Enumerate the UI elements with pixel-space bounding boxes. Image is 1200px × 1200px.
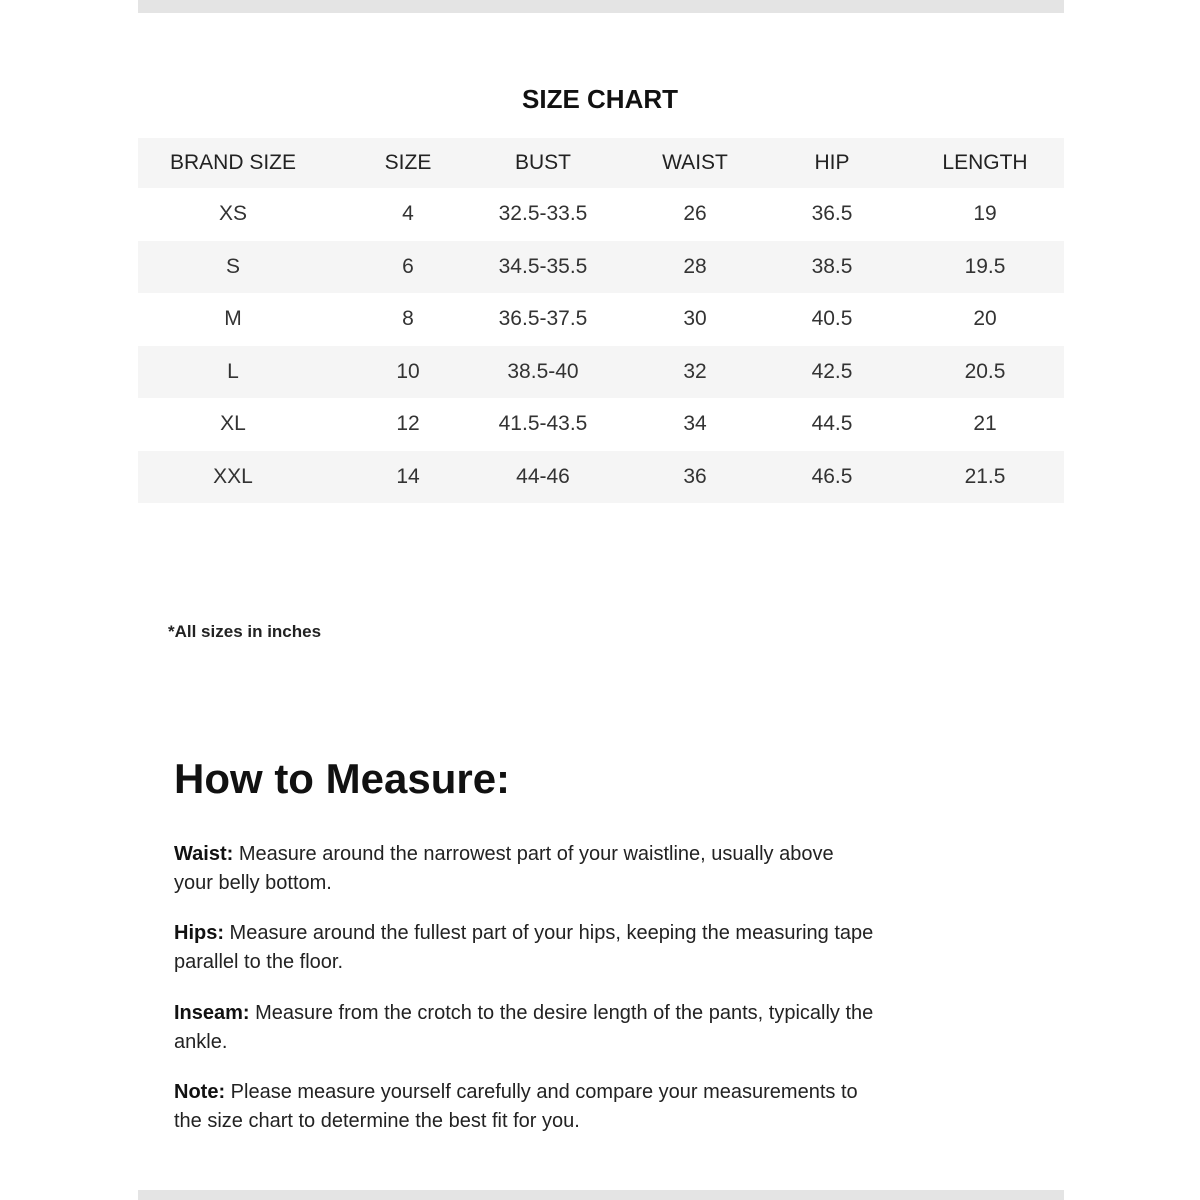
table-cell: XXL <box>213 464 253 488</box>
table-cell: 34.5-35.5 <box>498 254 588 278</box>
instruction-label: Inseam: <box>174 1002 250 1024</box>
instruction-text: Measure from the crotch to the desire length of the pants, typically the ankle. <box>174 1002 874 1053</box>
instruction-text: Please measure yourself carefully and compare your measurements to the size chart to determine the best fit for you. <box>174 1081 858 1132</box>
table-cell: 14 <box>396 464 420 488</box>
top-divider <box>138 0 1064 13</box>
table-cell: 21 <box>973 412 997 436</box>
table-cell: 30 <box>683 307 707 331</box>
table-cell: 36.5 <box>811 202 853 226</box>
table-cell: 44-46 <box>516 464 570 488</box>
table-cell: 26 <box>683 202 707 226</box>
table-cell: 36 <box>683 464 707 488</box>
table-cell: 12 <box>396 412 420 436</box>
table-cell: 4 <box>402 202 414 226</box>
table-cell: 28 <box>683 254 707 278</box>
table-cell: S <box>225 254 241 278</box>
bottom-divider <box>138 1190 1064 1200</box>
hips-instruction <box>174 919 874 977</box>
table-cell: XS <box>218 202 248 226</box>
units-note: *All sizes in inches <box>168 622 322 641</box>
table-row <box>138 293 1064 346</box>
table-row <box>138 188 1064 241</box>
header-cell: SIZE <box>384 151 432 174</box>
table-cell: 40.5 <box>811 307 853 331</box>
table-cell: 46.5 <box>811 464 853 488</box>
instruction-label: Hips: <box>174 922 224 944</box>
header-cell: BUST <box>514 151 572 174</box>
table-cell: 32 <box>683 359 707 383</box>
table-cell: 10 <box>396 359 420 383</box>
table-cell: 34 <box>683 412 707 436</box>
table-cell: 42.5 <box>811 359 853 383</box>
header-cell: LENGTH <box>942 151 1028 174</box>
instruction-text: Measure around the narrowest part of your waistline, usually above your belly bottom. <box>174 843 834 894</box>
how-to-measure-heading: How to Measure: <box>174 755 511 802</box>
table-row <box>138 451 1064 504</box>
instruction-label: Waist: <box>174 843 234 865</box>
table-cell: 32.5-33.5 <box>498 202 588 226</box>
table-cell: 21.5 <box>964 464 1006 488</box>
header-cell: HIP <box>814 151 850 174</box>
note-instruction <box>174 1078 874 1136</box>
table-row <box>138 346 1064 399</box>
table-cell: 38.5 <box>811 254 853 278</box>
table-header-row <box>138 138 1064 188</box>
table-cell: L <box>227 359 239 383</box>
header-cell: WAIST <box>662 151 728 174</box>
inseam-instruction <box>174 999 874 1057</box>
instruction-label: Note: <box>174 1081 226 1103</box>
table-cell: 44.5 <box>811 412 853 436</box>
instruction-text: Measure around the fullest part of your hips, keeping the measuring tape parallel to the floor. <box>174 922 874 973</box>
table-cell: M <box>224 307 242 331</box>
table-cell: 20.5 <box>964 359 1006 383</box>
size-table <box>138 138 1064 503</box>
waist-instruction <box>174 840 874 898</box>
table-cell: 6 <box>402 254 414 278</box>
table-cell: 19 <box>973 202 997 226</box>
table-cell: 8 <box>402 307 414 331</box>
table-row <box>138 241 1064 294</box>
table-row <box>138 398 1064 451</box>
table-cell: 38.5-40 <box>507 359 579 383</box>
table-cell: 19.5 <box>964 254 1006 278</box>
header-cell: BRAND SIZE <box>169 151 297 174</box>
size-chart-title: SIZE CHART <box>522 84 678 114</box>
table-cell: 20 <box>973 307 997 331</box>
table-cell: 41.5-43.5 <box>498 412 588 436</box>
table-cell: XL <box>220 412 246 436</box>
table-cell: 36.5-37.5 <box>498 307 588 331</box>
